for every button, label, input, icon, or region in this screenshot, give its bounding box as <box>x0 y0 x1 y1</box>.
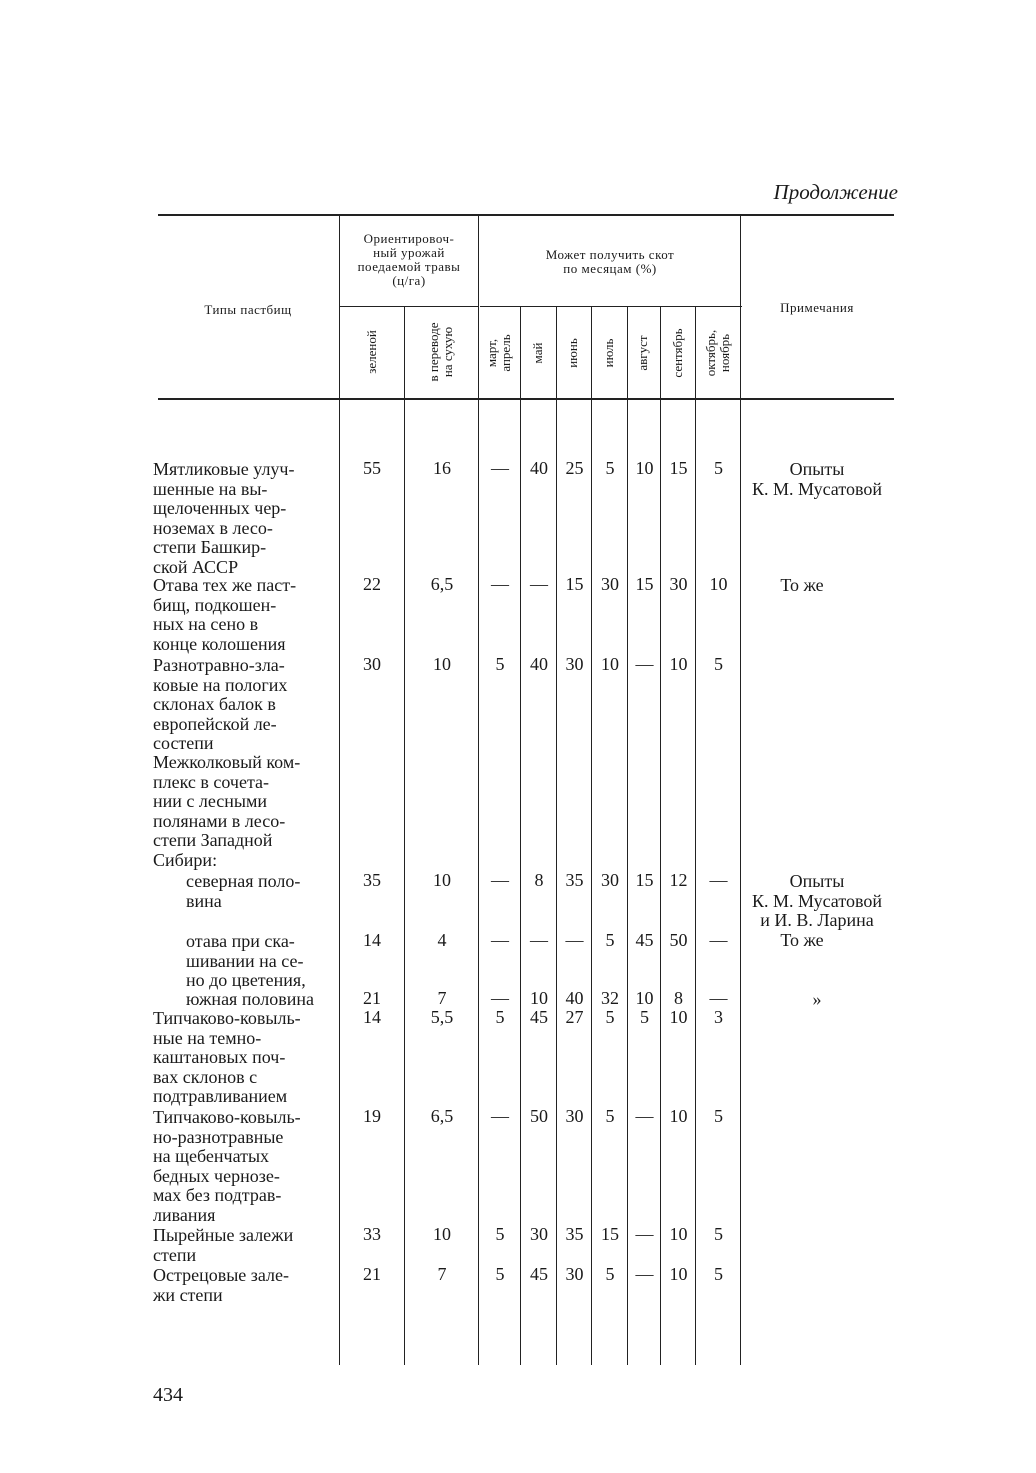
table-cell: — <box>491 458 509 478</box>
table-cell: 5 <box>605 930 615 950</box>
header-yield-group: Ориентировоч- ный урожай поедаемой травы (ц/га) <box>357 231 461 288</box>
table-cell: 35 <box>565 1224 584 1244</box>
table-cell: 15 <box>601 1224 619 1244</box>
table-cell: 45 <box>530 1264 548 1284</box>
table-cell: 10 <box>433 1224 451 1244</box>
table-cell: 15 <box>635 870 654 890</box>
table-cell: 5 <box>605 458 615 478</box>
table-cell: 15 <box>669 458 688 478</box>
row-name: Мятликовые улуч- шенные на вы- щелоченных чер- ноземах в лесо- степи Башкир- ской АССР <box>153 459 295 577</box>
col-divider <box>591 307 592 1365</box>
header-month-5: сентябрь <box>670 328 685 378</box>
table-cell: 6,5 <box>430 574 454 594</box>
table-cell: 5 <box>714 1264 723 1284</box>
table-cell: 10 <box>669 1106 688 1126</box>
table-cell: 10 <box>433 870 451 890</box>
row-note: Опыты К. М. Мусатовой и И. В. Ларина <box>752 871 882 930</box>
table-cell: 22 <box>363 574 381 594</box>
table-cell: 45 <box>635 930 654 950</box>
table-cell: 10 <box>530 988 548 1008</box>
table-cell: 30 <box>601 574 619 594</box>
table-cell: 5 <box>605 1106 615 1126</box>
table-cell: — <box>565 930 584 950</box>
table-cell: — <box>530 930 548 950</box>
col-divider <box>404 307 405 1365</box>
table-cell: 40 <box>565 988 584 1008</box>
table-cell: 8 <box>674 988 683 1008</box>
table-cell: 25 <box>565 458 584 478</box>
yield-group-rule <box>340 306 478 307</box>
table-cell: 4 <box>437 930 447 950</box>
header-yield-dry: в переводе на сухую <box>426 322 455 382</box>
header-month-1: май <box>530 342 545 364</box>
row-name: Острецовые зале- жи степи <box>153 1265 290 1305</box>
col-divider <box>740 215 741 1365</box>
table-cell: 12 <box>669 870 688 890</box>
table-cell: — <box>635 1264 654 1284</box>
table-cell: 14 <box>363 1007 381 1027</box>
table-cell: — <box>491 870 509 890</box>
col-divider <box>627 307 628 1365</box>
table-cell: 35 <box>363 870 381 890</box>
table-cell: 5 <box>714 1106 723 1126</box>
row-name: Отава тех же паст- бищ, подкошен- ных на сено в конце колошения <box>153 575 297 654</box>
table-cell: — <box>530 574 548 594</box>
table-cell: — <box>491 988 509 1008</box>
table-cell: 30 <box>565 1264 584 1284</box>
table-cell: 27 <box>565 1007 584 1027</box>
table-cell: 5 <box>605 1264 615 1284</box>
table-cell: 10 <box>635 988 654 1008</box>
header-month-4: август <box>635 335 650 371</box>
col-divider <box>520 307 521 1365</box>
table-cell: — <box>709 988 728 1008</box>
col-divider <box>660 307 661 1365</box>
table-cell: 16 <box>433 458 451 478</box>
table-cell: 10 <box>709 574 728 594</box>
table-cell: 5 <box>640 1007 649 1027</box>
table-cell: 3 <box>714 1007 723 1027</box>
table-cell: 40 <box>530 458 548 478</box>
header-bottom-rule <box>158 398 894 400</box>
table-cell: 40 <box>530 654 548 674</box>
table-cell: 30 <box>669 574 688 594</box>
table-cell: 10 <box>601 654 619 674</box>
row-name: Типчаково-ковыль- ные на темно- каштановых поч- вах склонов с подтравливанием <box>153 1008 301 1106</box>
table-cell: 15 <box>565 574 584 594</box>
table-cell: 30 <box>363 654 381 674</box>
table-cell: — <box>491 930 509 950</box>
col-divider <box>695 307 696 1365</box>
table-cell: — <box>635 1224 654 1244</box>
table-cell: 30 <box>530 1224 548 1244</box>
table-cell: 14 <box>363 930 381 950</box>
col-divider <box>556 307 557 1365</box>
table-cell: 5 <box>495 1007 505 1027</box>
header-notes: Примечания <box>780 300 854 315</box>
col-divider <box>339 215 340 1365</box>
table-cell: 5 <box>495 654 505 674</box>
table-cell: 5 <box>495 1264 505 1284</box>
table-cell: — <box>491 1106 509 1126</box>
table-cell: 10 <box>635 458 654 478</box>
header-month-group: Может получить скот по месяцам (%) <box>545 247 675 276</box>
table-cell: 5 <box>714 458 723 478</box>
header-yield-green: зеленой <box>364 330 379 374</box>
row-note: » <box>812 989 822 1009</box>
table-cell: 7 <box>437 1264 447 1284</box>
row-name: отава при ска- шивании на се- но до цветения, <box>186 931 306 990</box>
table-cell: 50 <box>530 1106 548 1126</box>
table-cell: 45 <box>530 1007 548 1027</box>
table-cell: 30 <box>565 654 584 674</box>
table-cell: 50 <box>669 930 688 950</box>
table-cell: — <box>709 870 728 890</box>
table-cell: 10 <box>669 654 688 674</box>
col-divider <box>478 215 479 1365</box>
table-cell: 5 <box>495 1224 505 1244</box>
table-cell: 5 <box>714 654 723 674</box>
table-cell: 55 <box>363 458 381 478</box>
table-cell: 6,5 <box>430 1106 454 1126</box>
table-cell: 10 <box>669 1264 688 1284</box>
header-month-3: июль <box>601 338 616 368</box>
table-cell: — <box>491 574 509 594</box>
row-note: То же <box>780 930 824 950</box>
row-name: Разнотравно-зла- ковые на пологих склонах балок в европейской ле- состепи <box>153 655 288 753</box>
header-pasture-types: Типы пастбищ <box>204 302 292 317</box>
table-cell: 33 <box>363 1224 381 1244</box>
table-cell: 21 <box>363 1264 381 1284</box>
table-cell: 21 <box>363 988 381 1008</box>
table-cell: 10 <box>669 1007 688 1027</box>
row-name: северная поло- вина <box>186 871 301 911</box>
table-cell: 10 <box>669 1224 688 1244</box>
row-name: южная половина <box>186 989 314 1009</box>
table-cell: — <box>709 930 728 950</box>
table-cell: 10 <box>433 654 451 674</box>
header-month-2: июнь <box>565 338 580 368</box>
header-month-0: март, апрель <box>484 334 513 372</box>
table-cell: 5 <box>605 1007 615 1027</box>
row-name: Межколковый ком- плекс в сочета- нии с лесными полянами в лесо- степи Западной Сибири: <box>153 752 301 870</box>
row-note: То же <box>780 575 824 595</box>
table-cell: 7 <box>437 988 447 1008</box>
header-month-6: октябрь, ноябрь <box>703 329 732 377</box>
table-cell: 30 <box>601 870 619 890</box>
table-cell: 5,5 <box>430 1007 454 1027</box>
table-cell: 19 <box>363 1106 381 1126</box>
row-note: Опыты К. М. Мусатовой <box>752 459 882 499</box>
table-cell: 15 <box>635 574 654 594</box>
table-cell: 32 <box>601 988 619 1008</box>
continued-label: Продолжение <box>773 180 898 204</box>
row-name: Типчаково-ковыль- но-разнотравные на щебенчатых бедных чернозе- мах без подтрав- ливания <box>153 1107 301 1225</box>
table-cell: 5 <box>714 1224 723 1244</box>
table-cell: 35 <box>565 870 584 890</box>
table-cell: — <box>635 1106 654 1126</box>
table-top-rule <box>158 214 894 216</box>
table-cell: — <box>635 654 654 674</box>
page-number: 434 <box>153 1384 183 1406</box>
table-cell: 30 <box>565 1106 584 1126</box>
table-cell: 8 <box>534 870 544 890</box>
row-name: Пырейные залежи степи <box>153 1225 294 1265</box>
